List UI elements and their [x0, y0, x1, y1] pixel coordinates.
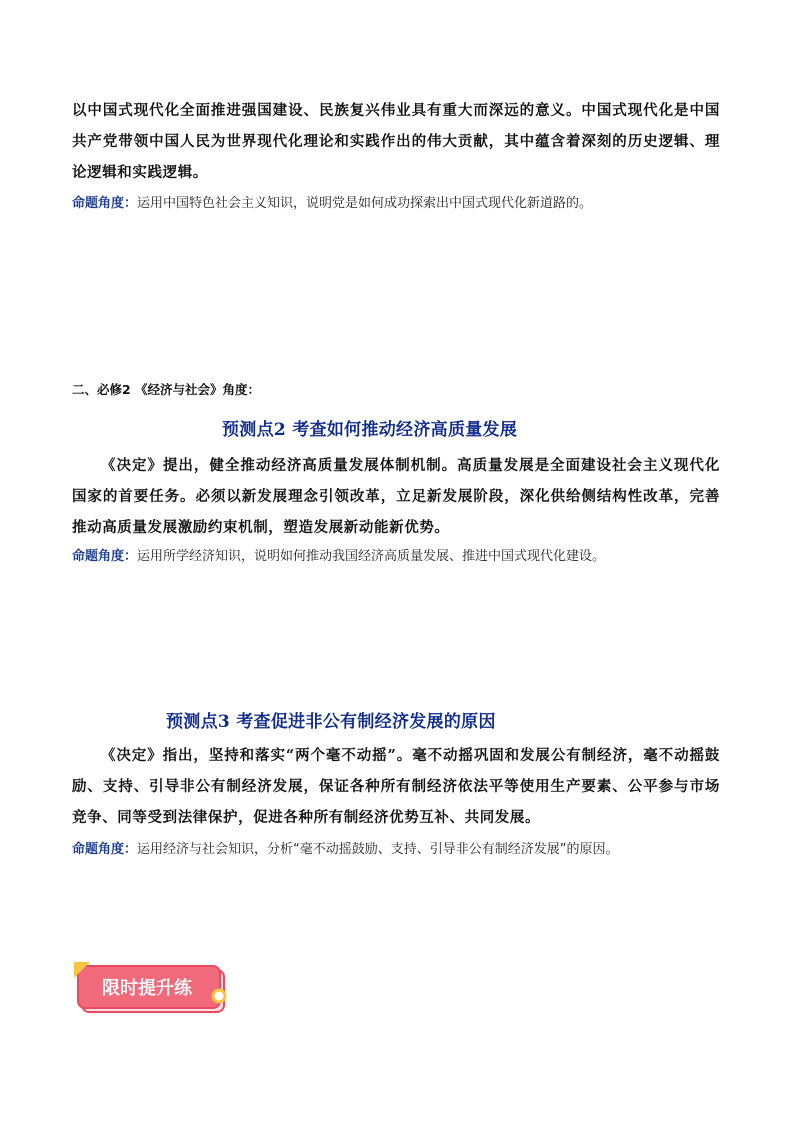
- proposition-angle-2: [72, 547, 722, 567]
- angle-colon: ：: [124, 196, 138, 211]
- intro-paragraph: 以中国式现代化全面推进强国建设、民族复兴伟业具有重大而深远的意义。中国式现代化是中国共产党带领中国人民为世界现代化理论和实践作出的伟大贡献，其中蕴含着深刻的历史逻辑、理论逻辑和实践逻辑。: [72, 102, 720, 181]
- proposition-angle-1: [72, 194, 722, 214]
- angle-colon: ：: [124, 842, 138, 857]
- proposition-angle-3: [72, 840, 722, 860]
- paragraph-2: 《决定》提出，健全推动经济高质量发展体制机制。高质量发展是全面建设社会主义现代化国家的首要任务。必须以新发展理念引领改革，立足新发展阶段，深化供给侧结构性改革，完善推动高质量发展激励约束机制，塑造发展新动能新优势。: [72, 457, 720, 536]
- angle-label: 命题角度: [72, 842, 125, 857]
- paragraph-3: 《决定》指出，坚持和落实“两个毫不动摇”。毫不动摇巩固和发展公有制经济，毫不动摇鼓励、支持、引导非公有制经济发展，保证各种所有制经济依法平等使用生产要素、公平参与市场竞争、同等受到法律保护，促进各种所有制经济优势互补、共同发展。: [72, 747, 720, 826]
- angle-text: 运用所学经济知识，说明如何推动我国经济高质量发展、推进中国式现代化建设。: [137, 549, 606, 564]
- badge-graphic: [74, 962, 232, 1018]
- timed-practice-badge: [74, 962, 232, 1018]
- angle-text: 运用经济与社会知识，分析“毫不动摇鼓励、支持、引导非公有制经济发展”的原因。: [137, 842, 619, 857]
- section-heading: 二、必修2 《经济与社会》角度：: [72, 382, 261, 397]
- angle-colon: ：: [124, 549, 138, 564]
- angle-label: 命题角度: [72, 196, 125, 211]
- prediction-title-2: 预测点2 考查如何推动经济高质量发展: [222, 420, 518, 440]
- ring-icon: [213, 990, 225, 1002]
- badge-text: 限时提升练: [102, 978, 192, 999]
- prediction-title-3: 预测点3 考查促进非公有制经济发展的原因: [166, 712, 496, 732]
- angle-label: 命题角度: [72, 549, 125, 564]
- angle-text: 运用中国特色社会主义知识，说明党是如何成功探索出中国式现代化新道路的。: [137, 196, 593, 211]
